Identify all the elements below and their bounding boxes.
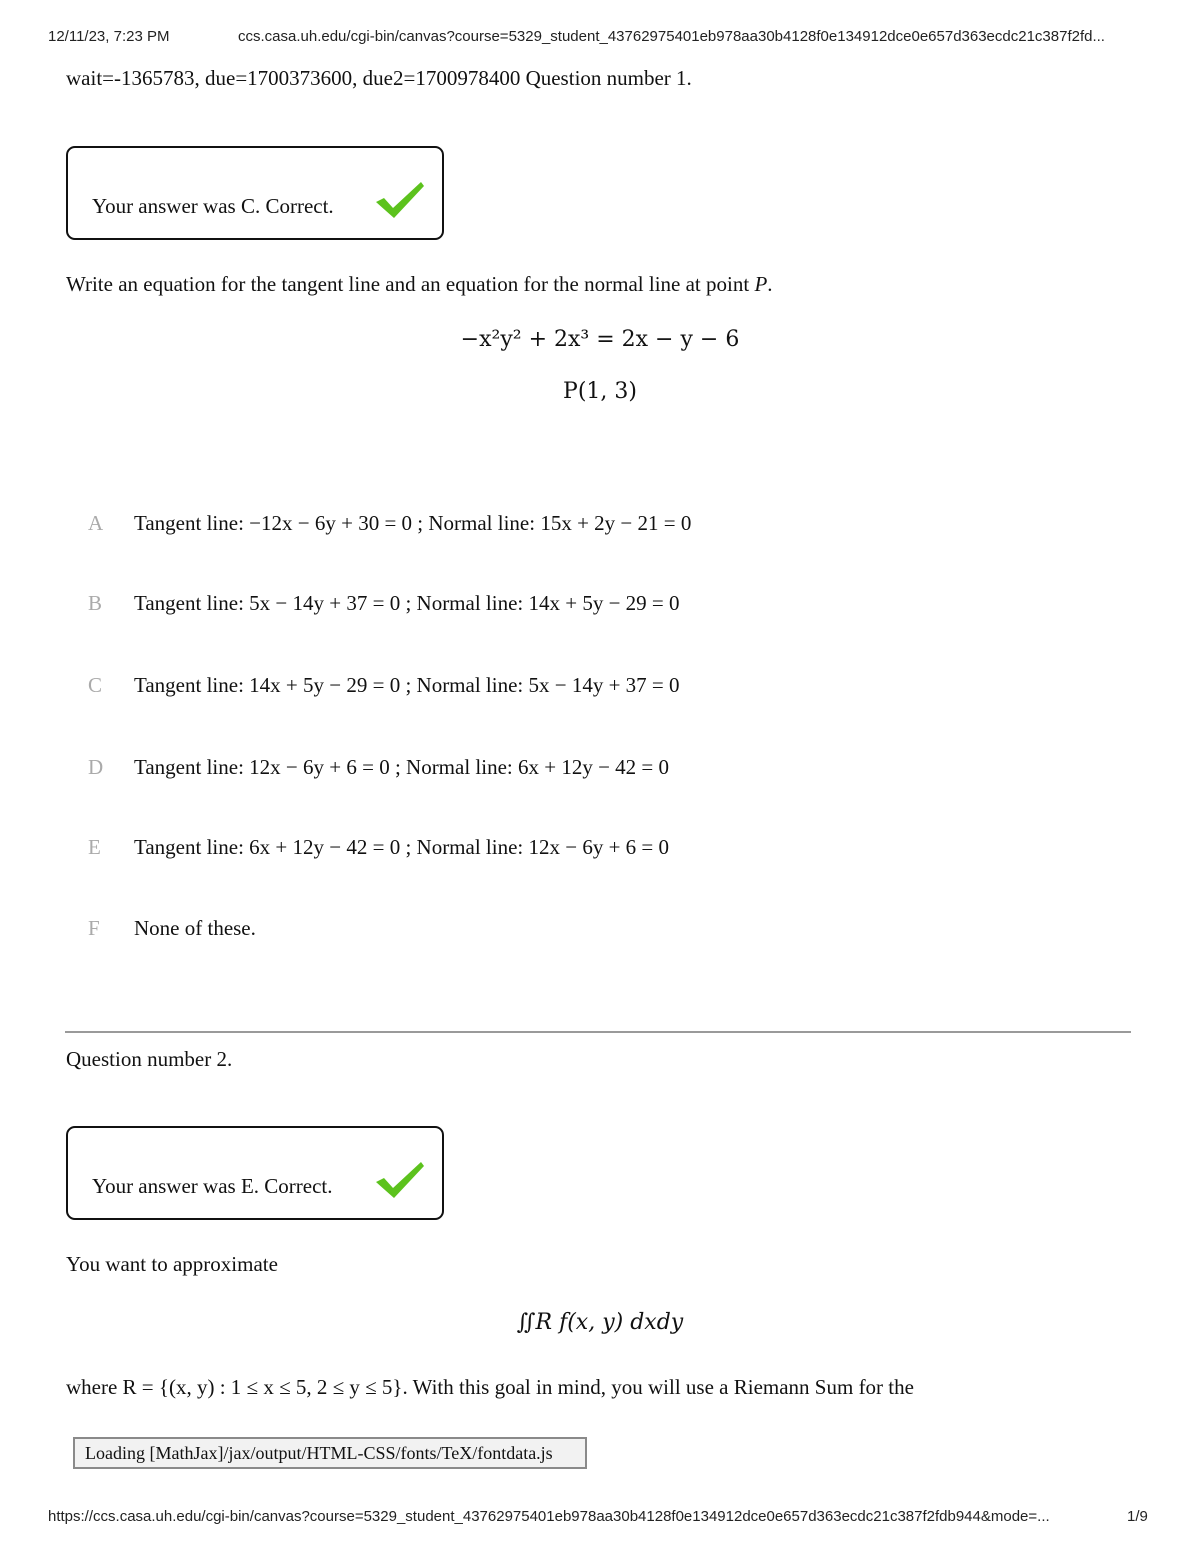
option-d[interactable]	[88, 755, 669, 780]
print-url: ccs.casa.uh.edu/cgi-bin/canvas?course=5329_student_43762975401eb978aa30b4128f0e134912dce0e657d363ecdc21c387f2fd...	[238, 28, 1105, 45]
integral-display: ∬R f(x, y) dxdy	[516, 1310, 684, 1335]
equation-display: −x²y² + 2x³ = 2x − y − 6	[460, 327, 740, 352]
feedback-box-q2	[66, 1126, 444, 1220]
option-f[interactable]	[88, 916, 256, 941]
option-letter: D	[88, 755, 104, 779]
option-e[interactable]	[88, 835, 669, 860]
print-datetime: 12/11/23, 7:23 PM	[48, 28, 170, 45]
page-number: 1/9	[1127, 1508, 1148, 1525]
question-2-prompt: You want to approximate	[66, 1252, 278, 1276]
option-b[interactable]	[88, 591, 680, 616]
question-2-where: where R = {(x, y) : 1 ≤ x ≤ 5, 2 ≤ y ≤ 5}. With this goal in mind, you will use a Riemann Sum for the	[66, 1375, 914, 1399]
question-1-prompt: Write an equation for the tangent line and an equation for the normal line at point P.	[66, 272, 773, 296]
option-text: None of these.	[134, 916, 256, 940]
question-separator	[65, 1031, 1131, 1033]
option-text: Tangent line: 5x − 14y + 37 = 0 ; Normal line: 14x + 5y − 29 = 0	[134, 591, 680, 615]
option-letter: C	[88, 673, 103, 697]
print-footer-url: https://ccs.casa.uh.edu/cgi-bin/canvas?course=5329_student_43762975401eb978aa30b4128f0e134912dce0e657d363ecdc21c387f2fdb944&mode=...	[48, 1508, 1050, 1525]
feedback-text-q2: Your answer was E. Correct.	[92, 1174, 333, 1198]
option-c[interactable]	[88, 673, 680, 698]
question-1-intro: wait=-1365783, due=1700373600, due2=1700978400 Question number 1.	[66, 66, 692, 90]
option-a[interactable]	[88, 511, 691, 536]
option-text: Tangent line: 6x + 12y − 42 = 0 ; Normal line: 12x − 6y + 6 = 0	[134, 835, 670, 859]
mathjax-loading-status: Loading [MathJax]/jax/output/HTML-CSS/fonts/TeX/fontdata.js	[73, 1437, 587, 1469]
checkmark-icon	[374, 180, 426, 220]
feedback-text-q1: Your answer was C. Correct.	[92, 194, 334, 218]
option-text: Tangent line: 12x − 6y + 6 = 0 ; Normal line: 6x + 12y − 42 = 0	[134, 755, 670, 779]
option-letter: F	[88, 916, 100, 940]
point-display: P(1, 3)	[563, 379, 637, 404]
option-letter: B	[88, 591, 103, 615]
option-text: Tangent line: −12x − 6y + 30 = 0 ; Normal line: 15x + 2y − 21 = 0	[134, 511, 692, 535]
checkmark-icon	[374, 1160, 426, 1200]
option-letter: A	[88, 511, 104, 535]
question-2-intro: Question number 2.	[66, 1047, 233, 1071]
option-text: Tangent line: 14x + 5y − 29 = 0 ; Normal line: 5x − 14y + 37 = 0	[134, 673, 680, 697]
feedback-box-q1	[66, 146, 444, 240]
option-letter: E	[88, 835, 101, 859]
